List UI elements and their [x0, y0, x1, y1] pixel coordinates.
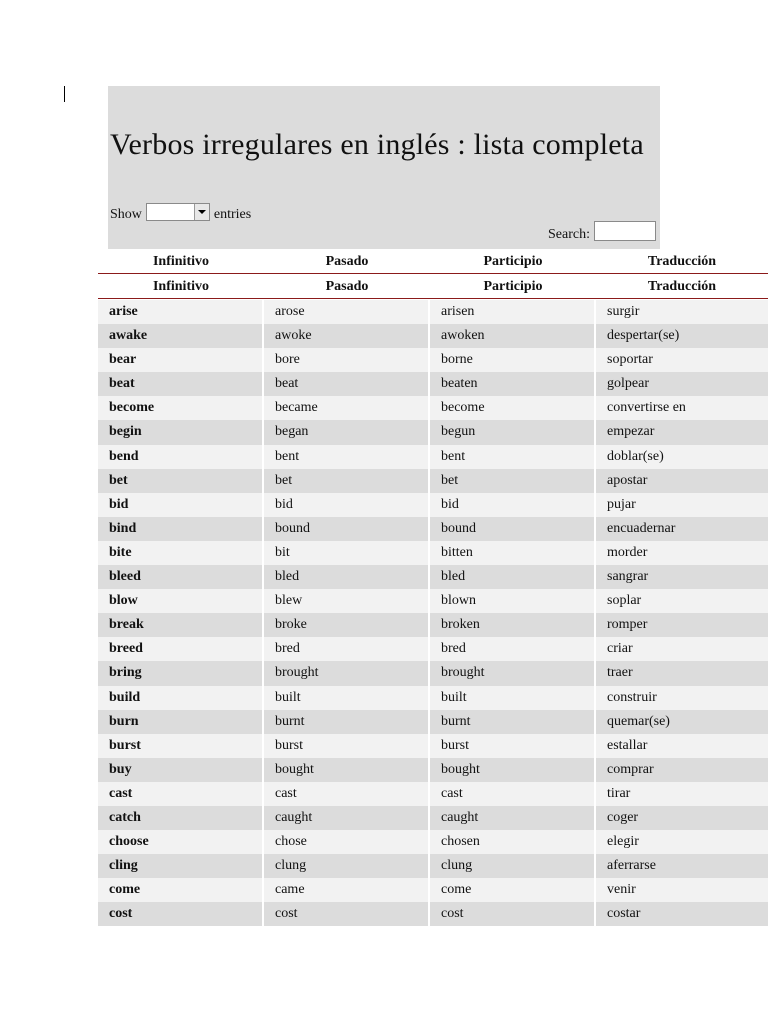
traduccion-cell: estallar [596, 734, 768, 758]
traduccion-cell: quemar(se) [596, 710, 768, 734]
infinitivo-cell: bite [98, 541, 262, 565]
traduccion-cell: encuadernar [596, 517, 768, 541]
column-header-infinitivo[interactable]: Infinitivo [152, 254, 209, 269]
participio-cell: beaten [430, 372, 594, 396]
traduccion-cell: soplar [596, 589, 768, 613]
pasado-cell: arose [264, 300, 428, 324]
infinitivo-cell: come [98, 878, 262, 902]
table-row [98, 469, 768, 493]
traduccion-cell: traer [596, 661, 768, 685]
traduccion-cell: tirar [596, 782, 768, 806]
infinitivo-cell: bleed [98, 565, 262, 589]
infinitivo-cell: bind [98, 517, 262, 541]
pasado-cell: bid [264, 493, 428, 517]
traduccion-cell: surgir [596, 300, 768, 324]
infinitivo-cell: bring [98, 661, 262, 685]
verbs-table-body [98, 300, 768, 926]
pasado-cell: blew [264, 589, 428, 613]
pasado-cell: bled [264, 565, 428, 589]
pasado-cell: burst [264, 734, 428, 758]
pasado-cell: broke [264, 613, 428, 637]
traduccion-cell: construir [596, 686, 768, 710]
infinitivo-cell: buy [98, 758, 262, 782]
traduccion-cell: sangrar [596, 565, 768, 589]
search-control [548, 224, 656, 244]
table-row [98, 300, 768, 324]
pasado-cell: bore [264, 348, 428, 372]
traduccion-cell: venir [596, 878, 768, 902]
table-row [98, 878, 768, 902]
participio-cell: come [430, 878, 594, 902]
participio-cell: borne [430, 348, 594, 372]
infinitivo-cell: choose [98, 830, 262, 854]
traduccion-cell: morder [596, 541, 768, 565]
infinitivo-cell: bend [98, 445, 262, 469]
table-row [98, 372, 768, 396]
pasado-cell: began [264, 420, 428, 444]
infinitivo-cell: cost [98, 902, 262, 926]
entries-label: entries [213, 207, 252, 222]
table-row [98, 565, 768, 589]
entries-select[interactable] [146, 203, 210, 221]
table-row [98, 758, 768, 782]
traduccion-cell: convertirse en [596, 396, 768, 420]
traduccion-cell: soportar [596, 348, 768, 372]
infinitivo-cell: burn [98, 710, 262, 734]
column-header-pasado[interactable]: Pasado [325, 279, 369, 294]
pasado-cell: came [264, 878, 428, 902]
traduccion-cell: criar [596, 637, 768, 661]
participio-cell: bound [430, 517, 594, 541]
participio-cell: bred [430, 637, 594, 661]
table-row [98, 517, 768, 541]
column-header-traduccion[interactable]: Traducción [647, 279, 717, 294]
pasado-cell: built [264, 686, 428, 710]
pasado-cell: bit [264, 541, 428, 565]
infinitivo-cell: awake [98, 324, 262, 348]
table-row [98, 396, 768, 420]
traduccion-cell: pujar [596, 493, 768, 517]
participio-cell: become [430, 396, 594, 420]
traduccion-cell: doblar(se) [596, 445, 768, 469]
infinitivo-cell: break [98, 613, 262, 637]
infinitivo-cell: catch [98, 806, 262, 830]
search-input[interactable] [594, 221, 656, 241]
traduccion-cell: golpear [596, 372, 768, 396]
infinitivo-cell: build [98, 686, 262, 710]
table-row [98, 661, 768, 685]
infinitivo-cell: burst [98, 734, 262, 758]
traduccion-cell: costar [596, 902, 768, 926]
table-header-fixed [98, 275, 768, 299]
participio-cell: broken [430, 613, 594, 637]
table-header [98, 250, 768, 274]
participio-cell: burnt [430, 710, 594, 734]
infinitivo-cell: beat [98, 372, 262, 396]
table-row [98, 637, 768, 661]
chevron-down-icon[interactable] [194, 204, 209, 220]
table-row [98, 806, 768, 830]
pasado-cell: bought [264, 758, 428, 782]
column-header-pasado[interactable]: Pasado [325, 254, 369, 269]
traduccion-cell: empezar [596, 420, 768, 444]
participio-cell: bled [430, 565, 594, 589]
pasado-cell: cost [264, 902, 428, 926]
pasado-cell: chose [264, 830, 428, 854]
infinitivo-cell: blow [98, 589, 262, 613]
table-row [98, 686, 768, 710]
infinitivo-cell: cling [98, 854, 262, 878]
table-row [98, 782, 768, 806]
search-label: Search: [548, 227, 590, 242]
column-header-infinitivo[interactable]: Infinitivo [152, 279, 209, 294]
table-row [98, 613, 768, 637]
participio-cell: cost [430, 902, 594, 926]
table-row [98, 324, 768, 348]
traduccion-cell: despertar(se) [596, 324, 768, 348]
participio-cell: burst [430, 734, 594, 758]
participio-cell: caught [430, 806, 594, 830]
pasado-cell: brought [264, 661, 428, 685]
participio-cell: brought [430, 661, 594, 685]
table-row [98, 710, 768, 734]
table-row [98, 734, 768, 758]
traduccion-cell: comprar [596, 758, 768, 782]
table-row [98, 541, 768, 565]
pasado-cell: burnt [264, 710, 428, 734]
traduccion-cell: romper [596, 613, 768, 637]
pasado-cell: bred [264, 637, 428, 661]
participio-cell: clung [430, 854, 594, 878]
infinitivo-cell: breed [98, 637, 262, 661]
infinitivo-cell: become [98, 396, 262, 420]
pasado-cell: bent [264, 445, 428, 469]
participio-cell: bitten [430, 541, 594, 565]
page-title: Verbos irregulares en inglés : lista completa [110, 128, 644, 161]
pasado-cell: beat [264, 372, 428, 396]
traduccion-cell: coger [596, 806, 768, 830]
table-row [98, 420, 768, 444]
pasado-cell: bet [264, 469, 428, 493]
table-row [98, 348, 768, 372]
table-row [98, 493, 768, 517]
column-header-traduccion[interactable]: Traducción [647, 254, 717, 269]
pasado-cell: bound [264, 517, 428, 541]
table-row [98, 445, 768, 469]
traduccion-cell: elegir [596, 830, 768, 854]
text-cursor [64, 86, 65, 102]
infinitivo-cell: cast [98, 782, 262, 806]
participio-cell: arisen [430, 300, 594, 324]
infinitivo-cell: bear [98, 348, 262, 372]
infinitivo-cell: begin [98, 420, 262, 444]
table-row [98, 854, 768, 878]
infinitivo-cell: arise [98, 300, 262, 324]
participio-cell: chosen [430, 830, 594, 854]
infinitivo-cell: bet [98, 469, 262, 493]
participio-cell: bid [430, 493, 594, 517]
table-row [98, 902, 768, 926]
participio-cell: blown [430, 589, 594, 613]
participio-cell: cast [430, 782, 594, 806]
participio-cell: bought [430, 758, 594, 782]
show-label: Show [110, 207, 142, 222]
pasado-cell: clung [264, 854, 428, 878]
participio-cell: built [430, 686, 594, 710]
participio-cell: awoken [430, 324, 594, 348]
traduccion-cell: apostar [596, 469, 768, 493]
show-entries-control [110, 206, 251, 224]
pasado-cell: became [264, 396, 428, 420]
table-row [98, 589, 768, 613]
infinitivo-cell: bid [98, 493, 262, 517]
table-row [98, 830, 768, 854]
pasado-cell: caught [264, 806, 428, 830]
pasado-cell: cast [264, 782, 428, 806]
participio-cell: begun [430, 420, 594, 444]
participio-cell: bet [430, 469, 594, 493]
traduccion-cell: aferrarse [596, 854, 768, 878]
participio-cell: bent [430, 445, 594, 469]
column-header-participio[interactable]: Participio [483, 254, 543, 269]
column-header-participio[interactable]: Participio [483, 279, 543, 294]
pasado-cell: awoke [264, 324, 428, 348]
